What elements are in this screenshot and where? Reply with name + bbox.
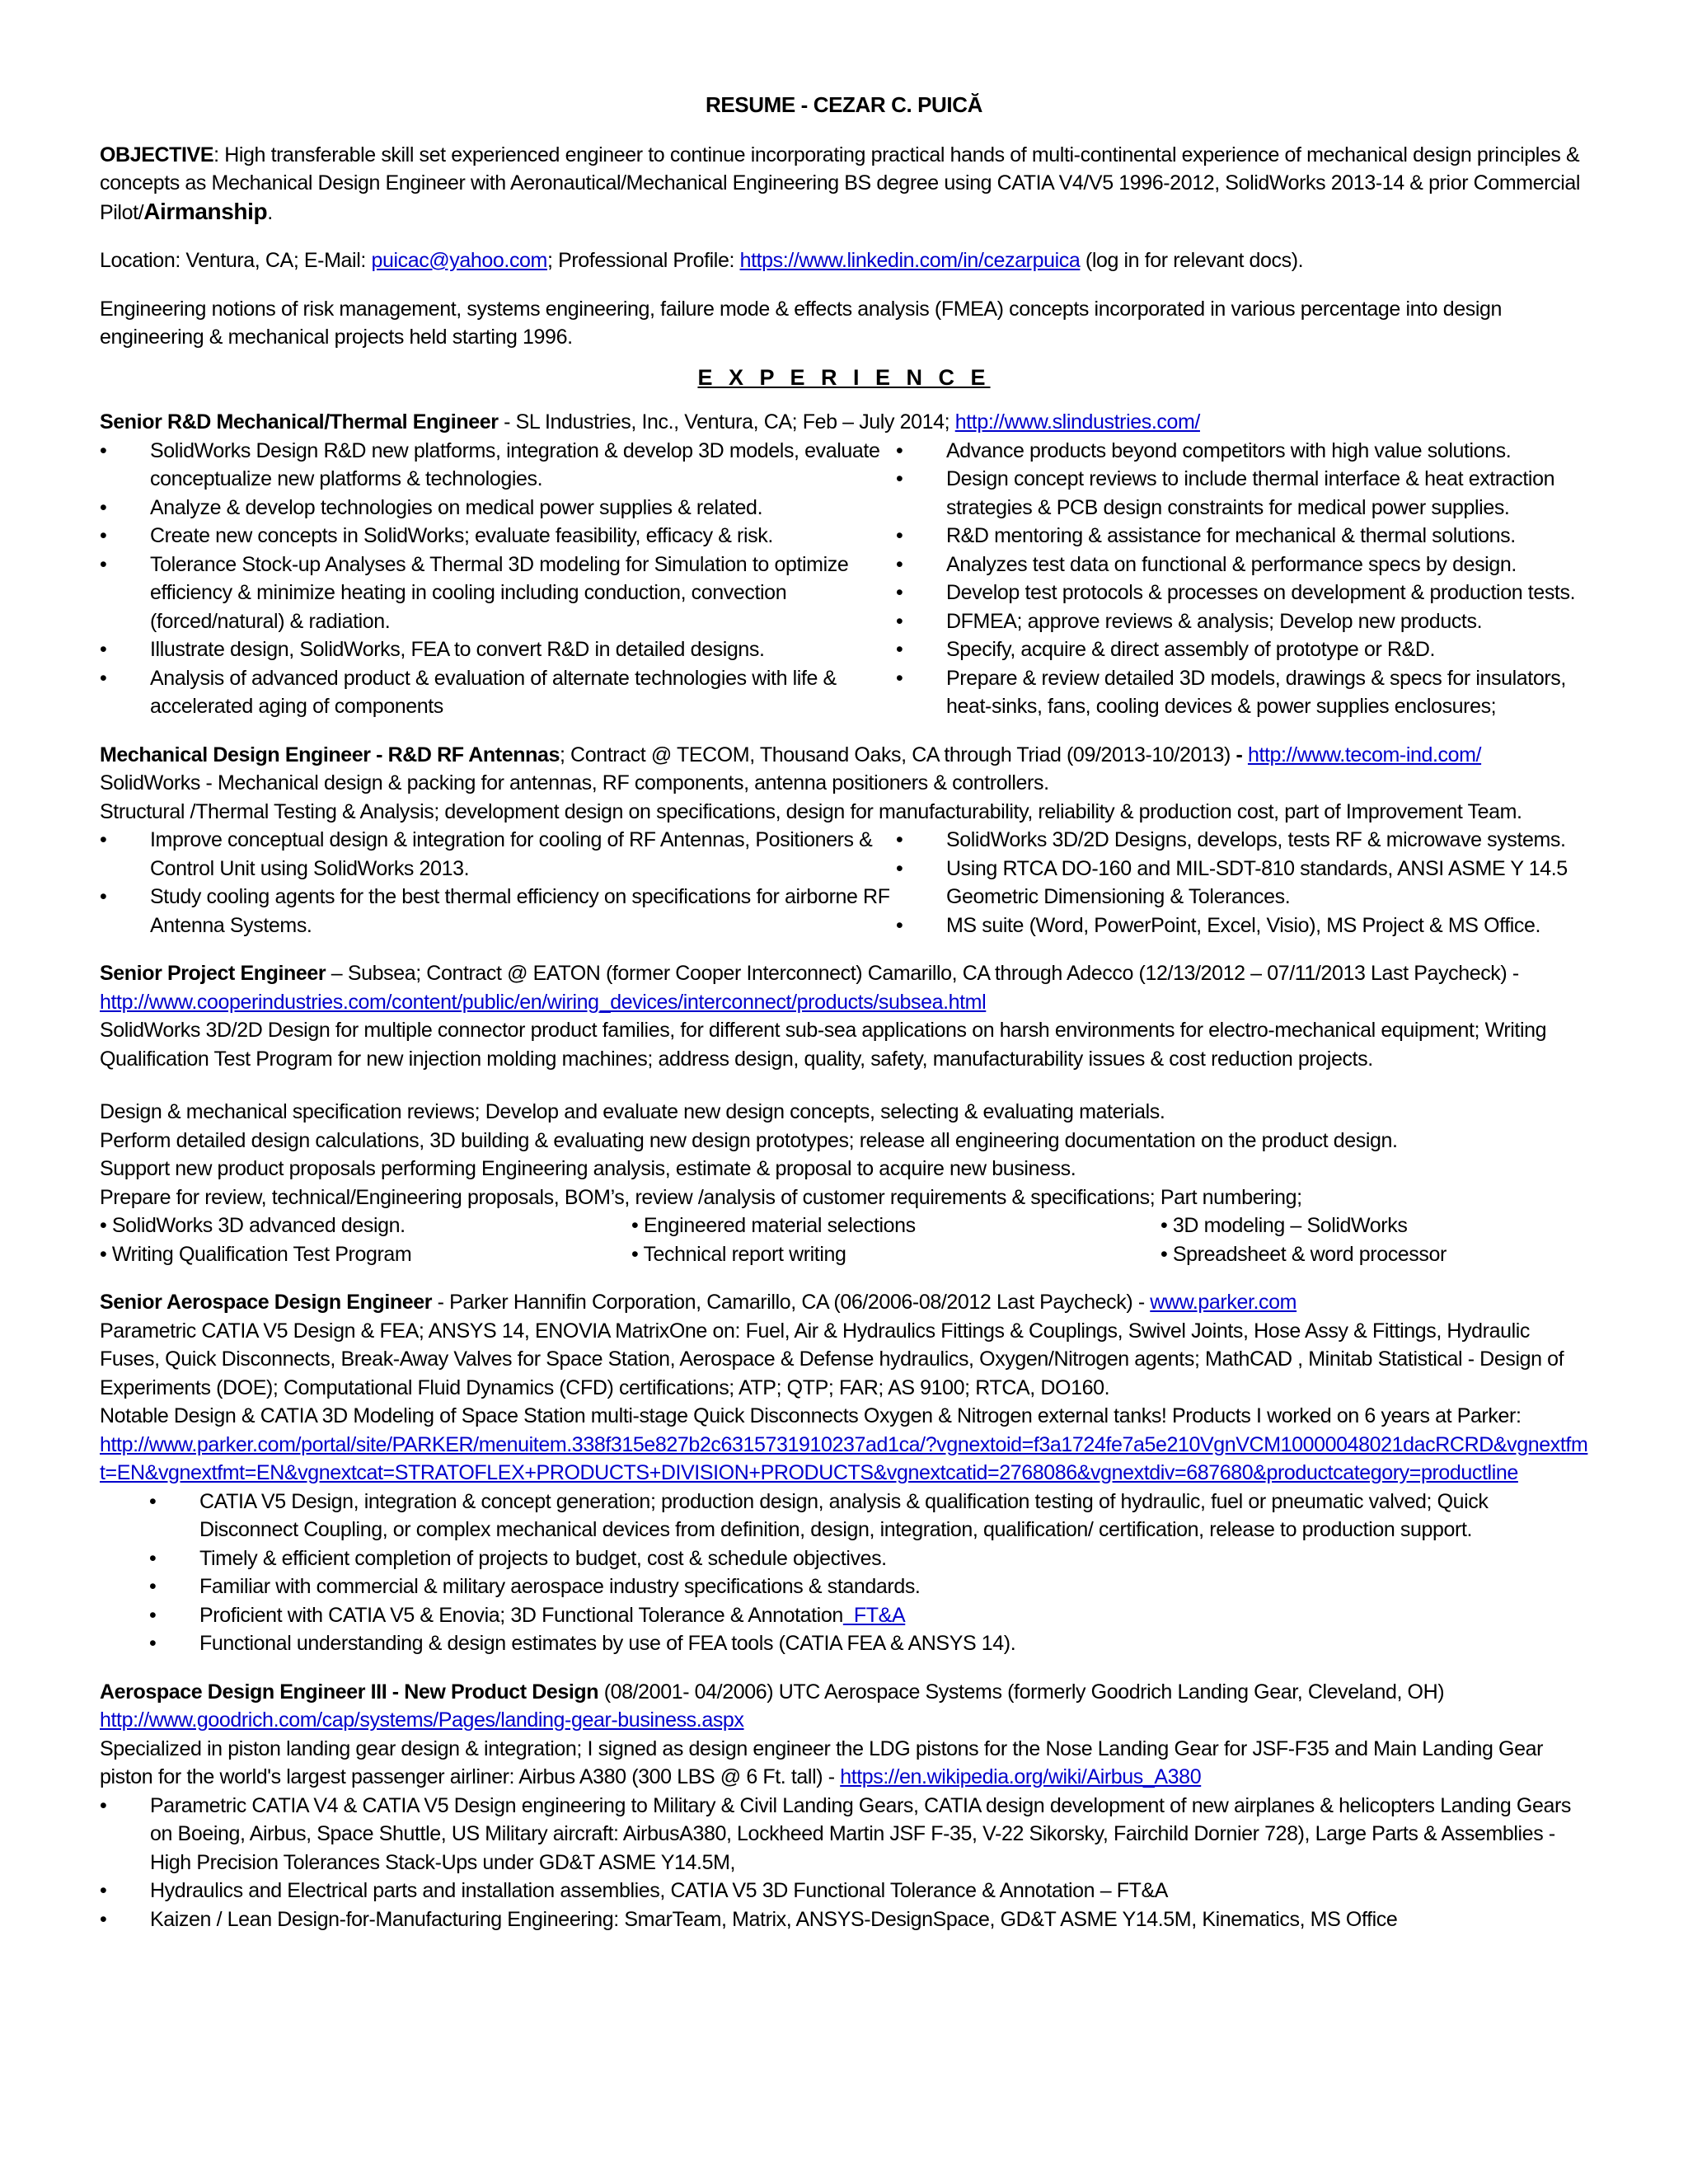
list-item-text: Functional understanding & design estimates by use of FEA tools (CATIA FEA & ANSYS 14).: [199, 1632, 1016, 1655]
list-item: [896, 465, 1588, 522]
list-item: [100, 1629, 1588, 1658]
list-item: [100, 883, 896, 940]
job3-para1: SolidWorks 3D/2D Design for multiple connector product families, for different sub-sea applications on harsh environments for electro-mechanical equipment; Writing Qualification Test Program for new injection molding machines; address design, quality, safety, manufacturability issues & cost reduction projects.: [100, 1019, 1547, 1071]
bullet-dot: •: [100, 524, 107, 547]
skill-cell: • SolidWorks 3D advanced design.: [100, 1214, 406, 1237]
experience-heading: E X P E R I E N C E: [697, 364, 991, 390]
bullet-dot: •: [896, 638, 903, 661]
bullet-dot: •: [100, 1879, 107, 1902]
list-item-text: Illustrate design, SolidWorks, FEA to convert R&D in detailed designs.: [150, 638, 765, 661]
bullet-dot: •: [100, 438, 107, 462]
objective-end: .: [267, 200, 273, 224]
job1-header: [100, 408, 1588, 437]
list-item-text: Timely & efficient completion of projects to budget, cost & schedule objectives.: [199, 1546, 887, 1570]
list-item-text: Analyze & develop technologies on medical power supplies & related.: [150, 495, 763, 519]
skill-cell: • Engineered material selections: [631, 1214, 916, 1237]
bullet-dot: •: [896, 609, 903, 633]
bullet-dot: •: [100, 638, 107, 661]
list-item-text: Develop test protocols & processes on development & production tests.: [946, 581, 1576, 604]
skill-cell: • Technical report writing: [631, 1242, 846, 1266]
bullet-dot: •: [896, 438, 903, 462]
job3-line: Design & mechanical specification reviews; Develop and evaluate new design concepts, selecting & evaluating materials.: [100, 1100, 1165, 1123]
job2-info: ; Contract @ TECOM, Thousand Oaks, CA through Triad (09/2013-10/2013): [559, 743, 1236, 766]
list-item: [100, 1792, 1588, 1877]
list-item: [896, 664, 1588, 721]
objective-emph: Airmanship: [143, 198, 268, 224]
skill-cell: • 3D modeling – SolidWorks: [1160, 1214, 1408, 1237]
list-item: [896, 607, 1588, 636]
job3-link-line: [100, 988, 1588, 1017]
bullet-dot: •: [149, 1575, 157, 1598]
list-item-text: CATIA V5 Design, integration & concept generation; production design, analysis & qualification testing of hydraulic, fuel or pneumatic valved; Quick Disconnect Coupling, or complex mechanical devices from definition, design, integration, qualification/ certification, release to production support.: [199, 1489, 1489, 1541]
job3-info: – Subsea; Contract @ EATON (former Cooper Interconnect) Camarillo, CA through Adecco (12/13/2012 – 07/11/2013 Last Paycheck) -: [326, 962, 1519, 985]
bullet-dot: •: [100, 1907, 107, 1931]
bullet-dot: •: [149, 1632, 157, 1655]
job4-title: Senior Aerospace Design Engineer: [100, 1291, 433, 1314]
list-item-text: Parametric CATIA V4 & CATIA V5 Design engineering to Military & Civil Landing Gears, CATIA design development of new airplanes & helicopters Landing Gears on Boeing, Airbus, Space Shuttle, US Military aircraft: AirbusA380, Lockheed Martin JSF F-35, V-22 Sikorsky, Fairchild Dornier 728), Large Parts & Assemblies - High Precision Tolerances Stack-Ups under GD&T ASME Y14.5M,: [150, 1793, 1572, 1874]
bullet-dot: •: [896, 581, 903, 604]
parker-products-link[interactable]: http://www.parker.com/portal/site/PARKER/menuitem.338f315e827b2c6315731910237ad1ca/?vgnextoid=f3a1724fe7a5e210VgnVCM10000048021dacRCRD&vgnextfmt=EN&vgnextfmt=EN&vgnextcat=STRATOFLEX+PRODUCTS+DIVISION+PRODUCTS&vgnextcatid=2768086&vgnextdiv=687680&productcategory=productline: [100, 1432, 1588, 1484]
list-item: [100, 1488, 1588, 1544]
list-item-text: Prepare & review detailed 3D models, drawings & specs for insulators, heat-sinks, fans, cooling devices & power supplies enclosures;: [946, 666, 1566, 718]
contact-suffix: (log in for relevant docs).: [1080, 249, 1304, 272]
job5-list: [100, 1792, 1588, 1934]
job5-link[interactable]: http://www.goodrich.com/cap/systems/Pages/landing-gear-business.aspx: [100, 1708, 744, 1732]
list-item-text: Create new concepts in SolidWorks; evaluate feasibility, efficacy & risk.: [150, 524, 773, 547]
objective-text: : High transferable skill set experienced engineer to continue incorporating practical hands of multi-continental experience of mechanical design principles & concepts as Mechanical Design Engineer with Aeronautical/Mechanical Engineering BS degree using CATIA V4/V5 1996-2012, SolidWorks 2013-14 & prior Commercial Pilot/: [100, 143, 1581, 224]
list-item-text: Tolerance Stock-up Analyses & Thermal 3D modeling for Simulation to optimize efficiency & minimize heating in cooling including conduction, convection (forced/natural) & radiation.: [150, 552, 849, 633]
list-item-text: Design concept reviews to include thermal interface & heat extraction strategies & PCB design constraints for medical power supplies.: [946, 467, 1555, 519]
bullet-dot: •: [896, 828, 903, 851]
list-item: [896, 855, 1588, 912]
list-item: [100, 437, 896, 494]
list-item: [100, 1905, 1588, 1934]
bullet-dot: •: [100, 552, 107, 576]
job5-para1: [100, 1735, 1588, 1792]
job2-bullets: [100, 826, 1588, 940]
bullet-dot: •: [896, 913, 903, 937]
job2-line1: SolidWorks - Mechanical design & packing for antennas, RF components, antenna positioners & controllers.: [100, 771, 1049, 794]
job5-info: (08/2001- 04/2006) UTC Aerospace Systems (formerly Goodrich Landing Gear, Cleveland, OH): [598, 1680, 1445, 1704]
resume-title: RESUME - CEZAR C. PUICĂ: [705, 92, 983, 117]
bullet-dot: •: [100, 885, 107, 908]
job2-line2: Structural /Thermal Testing & Analysis; development design on specifications, design for manufacturability, reliability & production cost, part of Improvement Team.: [100, 799, 1522, 823]
job3-title: Senior Project Engineer: [100, 962, 326, 985]
list-item: [896, 826, 1588, 855]
list-item: [100, 826, 896, 883]
job2-dash: -: [1236, 743, 1248, 766]
job4-para1: Parametric CATIA V5 Design & FEA; ANSYS 14, ENOVIA MatrixOne on: Fuel, Air & Hydraulics Fittings & Couplings, Swivel Joints, Hose Assy & Fittings, Hydraulic Fuses, Quick Disconnects, Break-Away Valves for Space Station, Aerospace & Defense hydraulics, Oxygen/Nitrogen agents; MathCAD , Minitab Statistical - Design of Experiments (DOE); Computational Fluid Dynamics (CFD) certifications; ATP; QTP; FAR; AS 9100; RTCA, DO160.: [100, 1319, 1564, 1399]
skill-cell: • Writing Qualification Test Program: [100, 1242, 412, 1266]
list-item: [896, 551, 1588, 579]
list-item: [100, 664, 896, 721]
list-item-text: Specify, acquire & direct assembly of prototype or R&D.: [946, 638, 1436, 661]
fta-link[interactable]: FT&A: [842, 1603, 906, 1627]
job1-left-list: [100, 437, 896, 721]
list-item: [100, 494, 896, 523]
bullet-dot: •: [149, 1546, 157, 1570]
job2-title: Mechanical Design Engineer - R&D RF Antennas: [100, 743, 560, 766]
job5-link-line: [100, 1706, 1588, 1735]
list-item: [100, 522, 896, 551]
job4-info: - Parker Hannifin Corporation, Camarillo, CA (06/2006-08/2012 Last Paycheck) -: [432, 1291, 1151, 1314]
list-item-text: MS suite (Word, PowerPoint, Excel, Visio), MS Project & MS Office.: [946, 913, 1541, 937]
job3-skills-row: [100, 1212, 1588, 1240]
list-item: [100, 1544, 1588, 1573]
list-item-text: Using RTCA DO-160 and MIL-SDT-810 standards, ANSI ASME Y 14.5 Geometric Dimensioning & Tolerances.: [946, 856, 1568, 908]
list-item-text: Improve conceptual design & integration for cooling of RF Antennas, Positioners & Control Unit using SolidWorks 2013.: [150, 828, 873, 880]
job1-title: Senior R&D Mechanical/Thermal Engineer: [100, 410, 499, 434]
list-item-text: Analyzes test data on functional & performance specs by design.: [946, 552, 1517, 576]
job2-right-list: [896, 826, 1588, 940]
list-item: [896, 522, 1588, 551]
email-link[interactable]: puicac@yahoo.com: [371, 249, 547, 272]
list-item: [100, 1877, 1588, 1905]
bullet-dot: •: [896, 552, 903, 576]
job4-long-link-line: [100, 1431, 1588, 1488]
list-item-text: Study cooling agents for the best thermal efficiency on specifications for airborne RF Antenna Systems.: [150, 885, 890, 937]
list-item: [100, 1601, 1588, 1630]
job2-left-list: [100, 826, 896, 940]
job3-skills-row: [100, 1240, 1588, 1269]
contact-prefix: Location: Ventura, CA; E-Mail:: [100, 249, 372, 272]
bullet-dot: •: [896, 467, 903, 490]
job3-line: Prepare for review, technical/Engineering proposals, BOM’s, review /analysis of customer requirements & specifications; Part numbering;: [100, 1185, 1302, 1209]
list-item-text: SolidWorks Design R&D new platforms, integration & develop 3D models, evaluate conceptualize new platforms & technologies.: [150, 438, 880, 490]
job4-link[interactable]: www.parker.com: [1150, 1291, 1297, 1314]
bullet-dot: •: [149, 1489, 157, 1513]
list-item-text: Advance products beyond competitors with high value solutions.: [946, 438, 1512, 462]
job1-link[interactable]: http://www.slindustries.com/: [954, 410, 1200, 434]
skill-cell: • Spreadsheet & word processor: [1160, 1242, 1447, 1266]
bullet-dot: •: [896, 856, 903, 880]
objective-label: OBJECTIVE: [100, 143, 214, 166]
job4-header: [100, 1288, 1588, 1317]
bullet-dot: •: [100, 666, 107, 690]
job4-list: [100, 1488, 1588, 1658]
list-item-text: R&D mentoring & assistance for mechanical & thermal solutions.: [946, 524, 1516, 547]
list-item: [100, 635, 896, 664]
list-item-text: DFMEA; approve reviews & analysis; Develop new products.: [946, 609, 1483, 633]
list-item-text: Proficient with CATIA V5 & Enovia; 3D Functional Tolerance & Annotation: [199, 1603, 843, 1627]
list-item: [896, 579, 1588, 607]
job1-info: - SL Industries, Inc., Ventura, CA; Feb – July 2014;: [498, 410, 955, 434]
linkedin-link[interactable]: https://www.linkedin.com/in/cezarpuica: [739, 249, 1081, 272]
job3-header: [100, 959, 1588, 988]
list-item: [100, 1572, 1588, 1601]
list-item: [896, 635, 1588, 664]
bullet-dot: •: [100, 495, 107, 519]
job5-header: [100, 1678, 1588, 1707]
job3-link[interactable]: http://www.cooperindustries.com/content/public/en/wiring_devices/interconnect/products/subsea.html: [100, 990, 987, 1014]
job3-line: Perform detailed design calculations, 3D building & evaluating new design prototypes; release all engineering documentation on the product design.: [100, 1128, 1398, 1152]
list-item-text: Hydraulics and Electrical parts and installation assemblies, CATIA V5 3D Functional Tolerance & Annotation – FT&A: [150, 1879, 1169, 1902]
job2-header: [100, 741, 1588, 770]
bullet-dot: •: [896, 666, 903, 690]
contact-line: [100, 246, 1588, 275]
job2-link[interactable]: http://www.tecom-ind.com/: [1247, 743, 1482, 766]
job5-title: Aerospace Design Engineer III - New Product Design: [100, 1680, 599, 1704]
contact-mid: ; Professional Profile:: [546, 249, 740, 272]
bullet-dot: •: [149, 1603, 157, 1627]
job3-line: Support new product proposals performing Engineering analysis, estimate & proposal to acquire new business.: [100, 1157, 1076, 1180]
job5-para1-text: Specialized in piston landing gear design & integration; I signed as design engineer the LDG pistons for the Nose Landing Gear for JSF-F35 and Main Landing Gear piston for the world's largest passenger airliner: Airbus A380 (300 LBS @ 6 Ft. tall) -: [100, 1736, 1544, 1788]
objective-paragraph: [100, 141, 1588, 227]
list-item: [100, 551, 896, 636]
job1-bullets: [100, 437, 1588, 721]
list-item-text: Kaizen / Lean Design-for-Manufacturing Engineering: SmarTeam, Matrix, ANSYS-DesignSpace, GD&T ASME Y14.5M, Kinematics, MS Office: [150, 1907, 1398, 1931]
job1-right-list: [896, 437, 1588, 721]
list-item-text: Familiar with commercial & military aerospace industry specifications & standards.: [199, 1575, 921, 1598]
bullet-dot: •: [100, 828, 107, 851]
bullet-dot: •: [100, 1793, 107, 1817]
list-item: [896, 437, 1588, 466]
job4-para2: Notable Design & CATIA 3D Modeling of Space Station multi-stage Quick Disconnects Oxygen & Nitrogen external tanks! Products I worked on 6 years at Parker:: [100, 1404, 1522, 1427]
list-item: [896, 912, 1588, 940]
wiki-link[interactable]: https://en.wikipedia.org/wiki/Airbus_A380: [840, 1765, 1202, 1788]
resume-content: [100, 91, 1588, 1933]
bullet-dot: •: [896, 524, 903, 547]
list-item-text: SolidWorks 3D/2D Designs, develops, tests RF & microwave systems.: [946, 828, 1566, 851]
list-item-text: Analysis of advanced product & evaluation of alternate technologies with life & accelerated aging of components: [150, 666, 837, 718]
notions-paragraph: Engineering notions of risk management, systems engineering, failure mode & effects analysis (FMEA) concepts incorporated in various percentage into design engineering & mechanical projects held starting 1996.: [100, 297, 1502, 349]
